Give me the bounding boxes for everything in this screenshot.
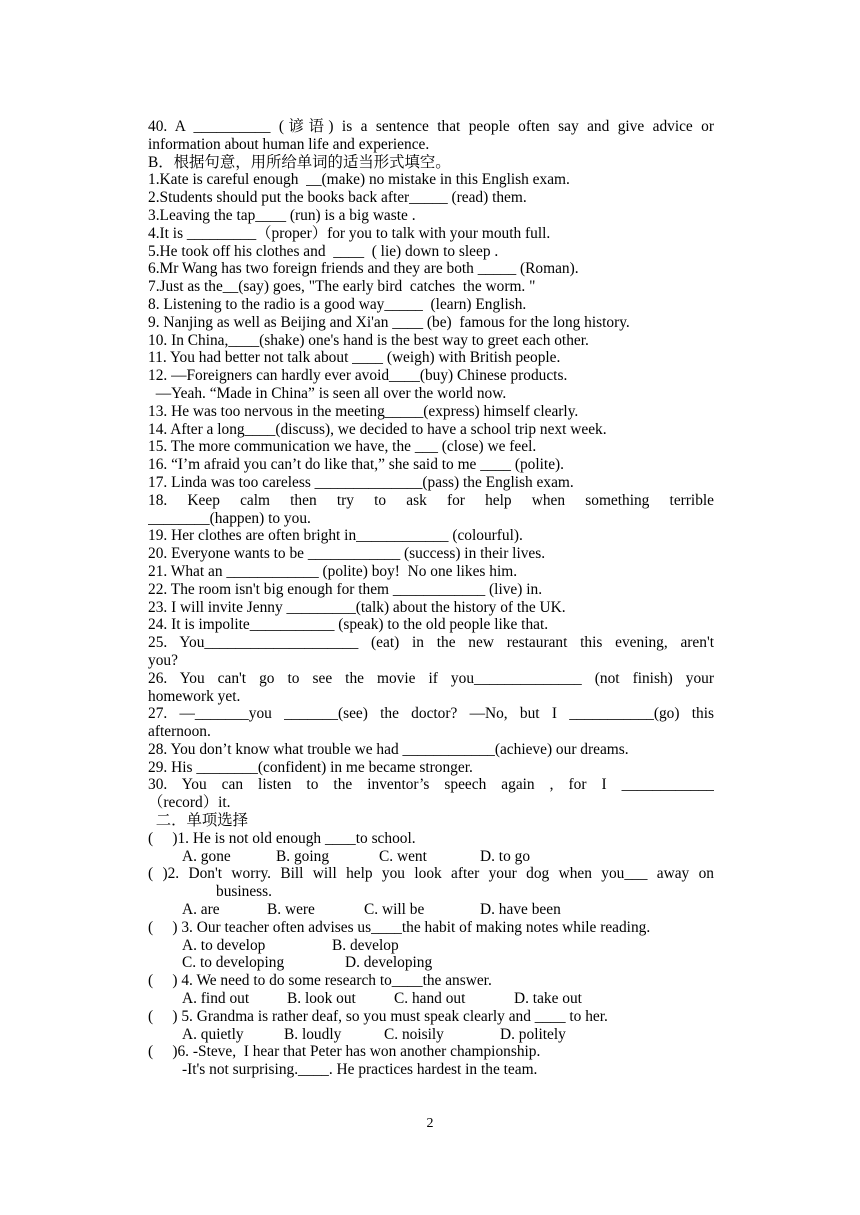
page-number: 2: [426, 1116, 434, 1131]
question-line: 25. You____________________ (eat) in the new restaurant this evening, aren't: [148, 634, 714, 652]
mc-option: A. are: [182, 901, 220, 919]
mc-option: D. to go: [480, 847, 531, 865]
question-line: 30. You can listen to the inventor’s speech again , for I ____________: [148, 776, 714, 794]
question-line: homework yet.: [148, 687, 241, 705]
question-line: 2.Students should put the books back after_____ (read) them.: [148, 189, 527, 207]
mc-options: [148, 1026, 714, 1044]
question-line: 1.Kate is careful enough __(make) no mistake in this English exam.: [148, 171, 570, 189]
question-line: 10. In China,____(shake) one's hand is the best way to greet each other.: [148, 331, 589, 349]
mc-option: A. gone: [182, 847, 231, 865]
mc-option: B. going: [276, 847, 330, 865]
mc-options: [148, 954, 714, 972]
mc-option: B. were: [267, 901, 315, 919]
text-line: 40. A __________ (谚语) is a sentence that people often say and give advice or: [148, 118, 714, 135]
mc-question-cont: business.: [216, 883, 273, 901]
question-line: （record）it.: [148, 794, 231, 812]
mc-option: D. take out: [514, 990, 582, 1008]
question-line: 16. “I’m afraid you can’t do like that,” she said to me ____ (polite).: [148, 456, 564, 474]
mc-option: D. politely: [500, 1025, 566, 1043]
mc-options: [148, 937, 714, 955]
mc-options: [148, 848, 714, 866]
question-line: 19. Her clothes are often bright in____________ (colourful).: [148, 527, 523, 545]
question-line: —Yeah. “Made in China” is seen all over the world now.: [148, 384, 507, 402]
mc-option: A. find out: [182, 990, 250, 1008]
question-line: 6.Mr Wang has two foreign friends and they are both _____ (Roman).: [148, 260, 579, 278]
mc-options: [148, 990, 714, 1008]
question-line: 5.He took off his clothes and ____ ( lie) down to sleep .: [148, 242, 499, 260]
question-line: 9. Nanjing as well as Beijing and Xi'an ____ (be) famous for the long history.: [148, 313, 630, 331]
mc-question: ( ) 4. We need to do some research to____the answer.: [148, 972, 492, 990]
question-line: 26. You can't go to see the movie if you______________ (not finish) your: [148, 669, 714, 687]
question-line: 12. —Foreigners can hardly ever avoid____(buy) Chinese products.: [148, 367, 568, 385]
mc-option: D. have been: [480, 901, 561, 919]
mc-option: A. to develop: [182, 936, 266, 954]
mc-options: [148, 901, 714, 919]
question-line: 7.Just as the__(say) goes, "The early bird catches the worm. ": [148, 278, 536, 296]
mc-option: B. loudly: [284, 1025, 342, 1043]
worksheet-body: [148, 118, 714, 1079]
mc-question: ( )1. He is not old enough ____to school.: [148, 829, 416, 847]
question-line: 20. Everyone wants to be ____________ (success) in their lives.: [148, 545, 546, 563]
mc-option: C. will be: [364, 901, 425, 919]
mc-option: A. quietly: [182, 1025, 244, 1043]
question-line: you?: [148, 651, 178, 669]
mc-dialogue-reply: -It's not surprising.____. He practices hardest in the team.: [182, 1061, 538, 1079]
text-line: information about human life and experience.: [148, 135, 430, 153]
question-line: afternoon.: [148, 723, 211, 741]
mc-question: ( ) 5. Grandma is rather deaf, so you must speak clearly and ____ to her.: [148, 1007, 608, 1025]
question-line: 21. What an ____________ (polite) boy! No one likes him.: [148, 562, 518, 580]
question-line: 17. Linda was too careless ______________(pass) the English exam.: [148, 473, 574, 491]
mc-option: C. hand out: [394, 990, 466, 1008]
question-line: 3.Leaving the tap____ (run) is a big waste .: [148, 206, 416, 224]
mc-option: B. look out: [287, 990, 356, 1008]
question-line: 18. Keep calm then try to ask for help when something terrible: [148, 491, 714, 509]
question-line: 23. I will invite Jenny _________(talk) about the history of the UK.: [148, 598, 566, 616]
question-line: 13. He was too nervous in the meeting_____(express) himself clearly.: [148, 402, 579, 420]
mc-question: ( )6. -Steve, I hear that Peter has won another championship.: [148, 1043, 541, 1061]
question-line: 24. It is impolite___________ (speak) to the old people like that.: [148, 616, 549, 634]
question-line: 15. The more communication we have, the ___ (close) we feel.: [148, 438, 537, 456]
question-line: 22. The room isn't big enough for them ____________ (live) in.: [148, 580, 543, 598]
question-line: 14. After a long____(discuss), we decided to have a school trip next week.: [148, 420, 607, 438]
question-line: ________(happen) to you.: [148, 509, 311, 527]
mc-option: B. develop: [332, 936, 399, 954]
section-heading: B．根据句意，用所给单词的适当形式填空。: [148, 153, 451, 171]
mc-option: D. developing: [345, 954, 433, 972]
section-heading: 二．单项选择: [148, 812, 249, 830]
question-line: 11. You had better not talk about ____ (weigh) with British people.: [148, 349, 561, 367]
question-line: 27. —_______you _______(see) the doctor? —No, but I ___________(go) this: [148, 705, 714, 723]
question-line: 28. You don’t know what trouble we had ____________(achieve) our dreams.: [148, 740, 629, 758]
mc-option: C. went: [379, 847, 427, 865]
question-line: 8. Listening to the radio is a good way_____ (learn) English.: [148, 295, 527, 313]
mc-question: ( ) 3. Our teacher often advises us____the habit of making notes while reading.: [148, 918, 651, 936]
question-line: 29. His ________(confident) in me became stronger.: [148, 758, 473, 776]
mc-question: ( )2. Don't worry. Bill will help you look after your dog when you___ away on: [148, 865, 714, 883]
question-line: 4.It is _________（proper）for you to talk with your mouth full.: [148, 224, 551, 242]
mc-option: C. noisily: [384, 1025, 444, 1043]
mc-option: C. to developing: [182, 954, 285, 972]
